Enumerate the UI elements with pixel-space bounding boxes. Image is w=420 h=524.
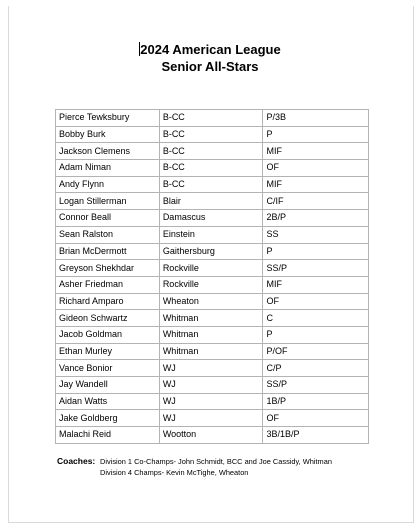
table-row <box>56 326 369 343</box>
player-name-cell: Gideon Schwartz <box>56 310 160 327</box>
position-cell: SS <box>263 226 369 243</box>
school-cell: Whitman <box>159 310 263 327</box>
table-row <box>56 210 369 227</box>
school-cell: B-CC <box>159 160 263 177</box>
position-cell: MIF <box>263 176 369 193</box>
school-cell: Gaithersburg <box>159 243 263 260</box>
position-cell: OF <box>263 160 369 177</box>
position-cell: MIF <box>263 143 369 160</box>
title-line-1 <box>0 41 420 58</box>
position-cell: C/P <box>263 360 369 377</box>
school-cell: WJ <box>159 393 263 410</box>
player-name-cell: Adam Niman <box>56 160 160 177</box>
table-row <box>56 176 369 193</box>
table-row <box>56 193 369 210</box>
table-row <box>56 243 369 260</box>
position-cell: 1B/P <box>263 393 369 410</box>
table-row <box>56 393 369 410</box>
position-cell: OF <box>263 410 369 427</box>
table-row <box>56 410 369 427</box>
player-name-cell: Connor Beall <box>56 210 160 227</box>
player-name-cell: Ethan Murley <box>56 343 160 360</box>
coaches-line-2: Division 4 Champs- Kevin McTighe, Wheaton <box>100 468 249 477</box>
player-name-cell: Malachi Reid <box>56 427 160 444</box>
position-cell: 3B/1B/P <box>263 427 369 444</box>
school-cell: Whitman <box>159 326 263 343</box>
school-cell: Rockville <box>159 276 263 293</box>
player-name-cell: Richard Amparo <box>56 293 160 310</box>
table-row <box>56 360 369 377</box>
position-cell: C/IF <box>263 193 369 210</box>
player-name-cell: Vance Bonior <box>56 360 160 377</box>
position-cell: MIF <box>263 276 369 293</box>
player-name-cell: Pierce Tewksbury <box>56 110 160 127</box>
position-cell: 2B/P <box>263 210 369 227</box>
table-row <box>56 110 369 127</box>
player-name-cell: Sean Ralston <box>56 226 160 243</box>
position-cell: P <box>263 326 369 343</box>
table-row <box>56 293 369 310</box>
roster-table-body <box>56 110 369 444</box>
school-cell: B-CC <box>159 126 263 143</box>
player-name-cell: Jackson Clemens <box>56 143 160 160</box>
table-row <box>56 126 369 143</box>
table-row <box>56 427 369 444</box>
school-cell: Whitman <box>159 343 263 360</box>
player-name-cell: Greyson Shekhdar <box>56 260 160 277</box>
roster-table <box>55 109 369 444</box>
player-name-cell: Asher Friedman <box>56 276 160 293</box>
table-row <box>56 160 369 177</box>
player-name-cell: Jacob Goldman <box>56 326 160 343</box>
school-cell: WJ <box>159 377 263 394</box>
table-row <box>56 310 369 327</box>
school-cell: Blair <box>159 193 263 210</box>
table-row <box>56 226 369 243</box>
table-row <box>56 377 369 394</box>
school-cell: WJ <box>159 410 263 427</box>
position-cell: SS/P <box>263 377 369 394</box>
school-cell: B-CC <box>159 143 263 160</box>
table-row <box>56 143 369 160</box>
position-cell: P/3B <box>263 110 369 127</box>
player-name-cell: Bobby Burk <box>56 126 160 143</box>
school-cell: Damascus <box>159 210 263 227</box>
title-line-1-text: 2024 American League <box>140 42 281 57</box>
document-title <box>0 41 420 75</box>
table-row <box>56 260 369 277</box>
player-name-cell: Logan Stillerman <box>56 193 160 210</box>
position-cell: SS/P <box>263 260 369 277</box>
player-name-cell: Jay Wandell <box>56 377 160 394</box>
position-cell: P/OF <box>263 343 369 360</box>
school-cell: B-CC <box>159 176 263 193</box>
position-cell: P <box>263 243 369 260</box>
coaches-label: Coaches: <box>57 456 96 466</box>
position-cell: C <box>263 310 369 327</box>
table-row <box>56 276 369 293</box>
school-cell: B-CC <box>159 110 263 127</box>
player-name-cell: Brian McDermott <box>56 243 160 260</box>
player-name-cell: Jake Goldberg <box>56 410 160 427</box>
coaches-section <box>57 456 377 478</box>
position-cell: OF <box>263 293 369 310</box>
player-name-cell: Aidan Watts <box>56 393 160 410</box>
school-cell: Wheaton <box>159 293 263 310</box>
school-cell: Rockville <box>159 260 263 277</box>
position-cell: P <box>263 126 369 143</box>
coaches-line-1: Division 1 Co-Champs- John Schmidt, BCC and Joe Cassidy, Whitman <box>100 457 332 466</box>
school-cell: Einstein <box>159 226 263 243</box>
coaches-lines <box>100 456 332 478</box>
school-cell: Wootton <box>159 427 263 444</box>
table-row <box>56 343 369 360</box>
school-cell: WJ <box>159 360 263 377</box>
player-name-cell: Andy Flynn <box>56 176 160 193</box>
title-line-2: Senior All-Stars <box>161 59 259 74</box>
